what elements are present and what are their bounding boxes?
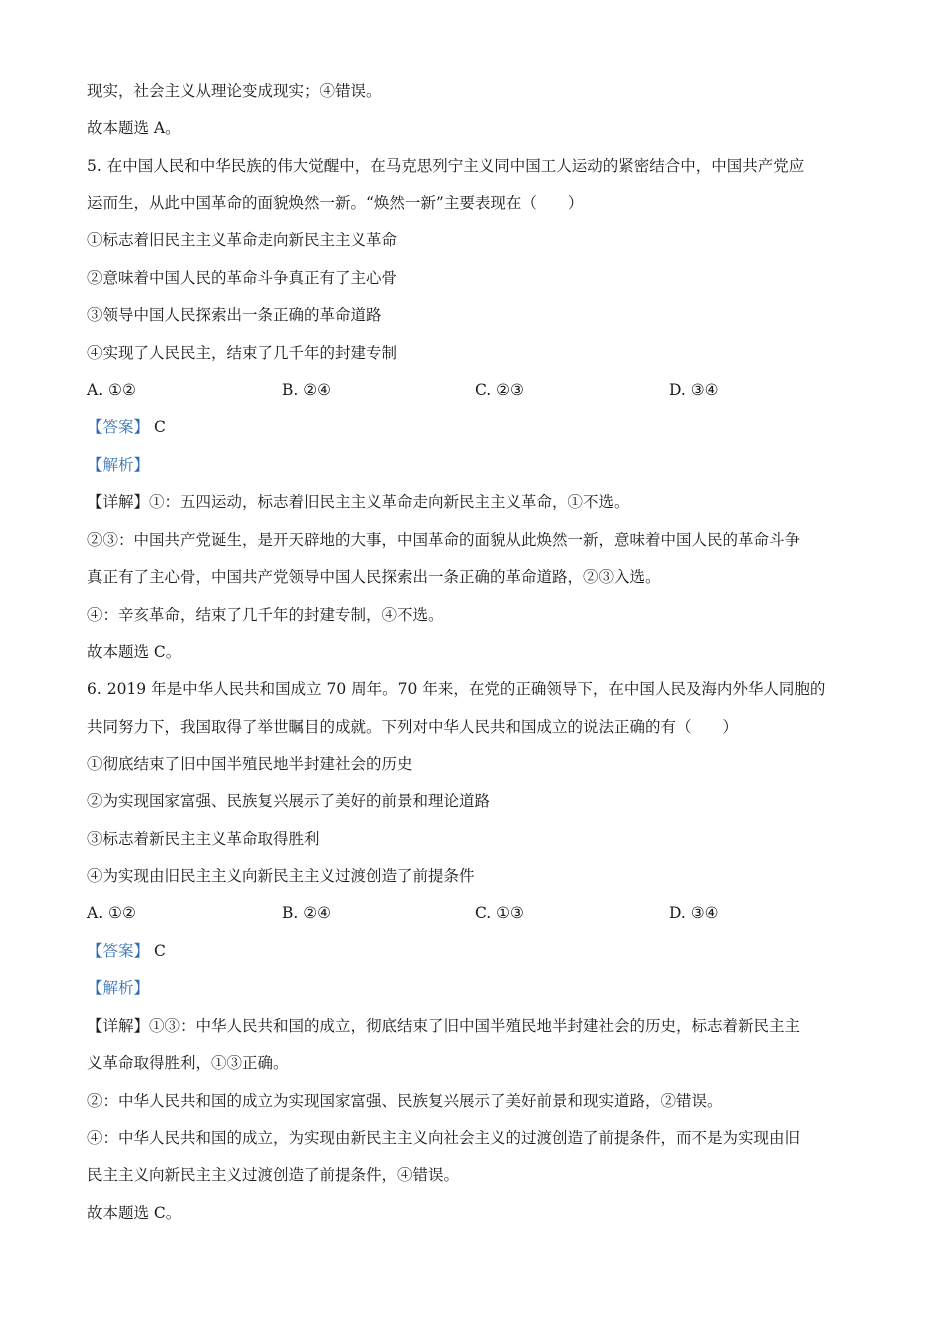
q5-detail-line-1 — [87, 491, 870, 513]
q5-detail-text-1: ①：五四运动，标志着旧民主主义革命走向新民主主义革命，①不选。 — [149, 493, 630, 511]
q6-detail-line-5: 民主主义向新民主主义过渡创造了前提条件，④错误。 — [87, 1166, 460, 1184]
q6-item-1: ①彻底结束了旧中国半殖民地半封建社会的历史 — [87, 755, 413, 773]
q5-detail-line-2: ②③：中国共产党诞生，是开天辟地的大事，中国革命的面貌从此焕然一新，意味着中国人民的革命斗争 — [87, 531, 801, 549]
q6-answer — [87, 940, 870, 962]
q6-conclusion: 故本题选 C。 — [87, 1204, 182, 1222]
q6-option-b: B. ②④ — [282, 904, 332, 922]
q6-detail-tag: 【详解】 — [87, 1017, 150, 1035]
q5-item-3: ③领导中国人民探索出一条正确的革命道路 — [87, 306, 382, 324]
q5-detail-line-3: 真正有了主心骨，中国共产党领导中国人民探索出一条正确的革命道路，②③入选。 — [87, 568, 661, 586]
q6-detail-line-3: ②：中华人民共和国的成立为实现国家富强、民族复兴展示了美好前景和现实道路，②错误。 — [87, 1092, 723, 1110]
q6-option-d: D. ③④ — [669, 904, 719, 922]
q5-answer-tag: 【答案】 — [87, 418, 150, 436]
q5-answer — [87, 416, 870, 438]
q5-option-d: D. ③④ — [669, 381, 719, 399]
prev-conclusion: 故本题选 A。 — [87, 119, 181, 137]
q6-stem-line-1: 6. 2019 年是中华人民共和国成立 70 周年。70 年来，在党的正确领导下，在中国人民及海内外华人同胞的 — [87, 680, 826, 698]
q6-answer-value: C — [153, 942, 166, 960]
q5-item-1: ①标志着旧民主主义革命走向新民主主义革命 — [87, 231, 398, 249]
q6-answer-tag: 【答案】 — [87, 942, 150, 960]
q6-item-4: ④为实现由旧民主主义向新民主主义过渡创造了前提条件 — [87, 867, 475, 885]
q5-item-4: ④实现了人民民主，结束了几千年的封建专制 — [87, 344, 398, 362]
q5-stem-line-1: 5. 在中国人民和中华民族的伟大觉醒中，在马克思列宁主义同中国工人运动的紧密结合中，中国共产党应 — [87, 157, 805, 175]
q6-stem-line-2: 共同努力下，我国取得了举世瞩目的成就。下列对中华人民共和国成立的说法正确的有（ ） — [87, 718, 739, 736]
q5-stem-line-2: 运而生，从此中国革命的面貌焕然一新。“焕然一新”主要表现在（ ） — [87, 194, 584, 212]
q6-detail-line-2: 义革命取得胜利，①③正确。 — [87, 1054, 289, 1072]
q5-conclusion: 故本题选 C。 — [87, 643, 182, 661]
q5-option-c: C. ②③ — [475, 381, 524, 399]
q5-option-b: B. ②④ — [282, 381, 332, 399]
q6-item-3: ③标志着新民主主义革命取得胜利 — [87, 830, 320, 848]
q5-item-2: ②意味着中国人民的革命斗争真正有了主心骨 — [87, 269, 398, 287]
q5-analysis-tag: 【解析】 — [87, 456, 150, 474]
q5-option-a: A. ①② — [87, 381, 136, 399]
q6-detail-line-4: ④：中华人民共和国的成立，为实现由新民主主义向社会主义的过渡创造了前提条件，而不是为实现由旧 — [87, 1129, 801, 1147]
q6-option-a: A. ①② — [87, 904, 136, 922]
q6-detail-line-1 — [87, 1015, 870, 1037]
q6-analysis-tag: 【解析】 — [87, 979, 150, 997]
q5-answer-value: C — [153, 418, 166, 436]
q6-option-c: C. ①③ — [475, 904, 524, 922]
prev-explanation-tail: 现实，社会主义从理论变成现实；④错误。 — [87, 82, 382, 100]
q6-item-2: ②为实现国家富强、民族复兴展示了美好的前景和理论道路 — [87, 792, 491, 810]
q6-detail-text-1: ①③：中华人民共和国的成立，彻底结束了旧中国半殖民地半封建社会的历史，标志着新民主主 — [149, 1017, 801, 1035]
q5-detail-tag: 【详解】 — [87, 493, 150, 511]
q5-detail-line-4: ④：辛亥革命，结束了几千年的封建专制，④不选。 — [87, 606, 444, 624]
